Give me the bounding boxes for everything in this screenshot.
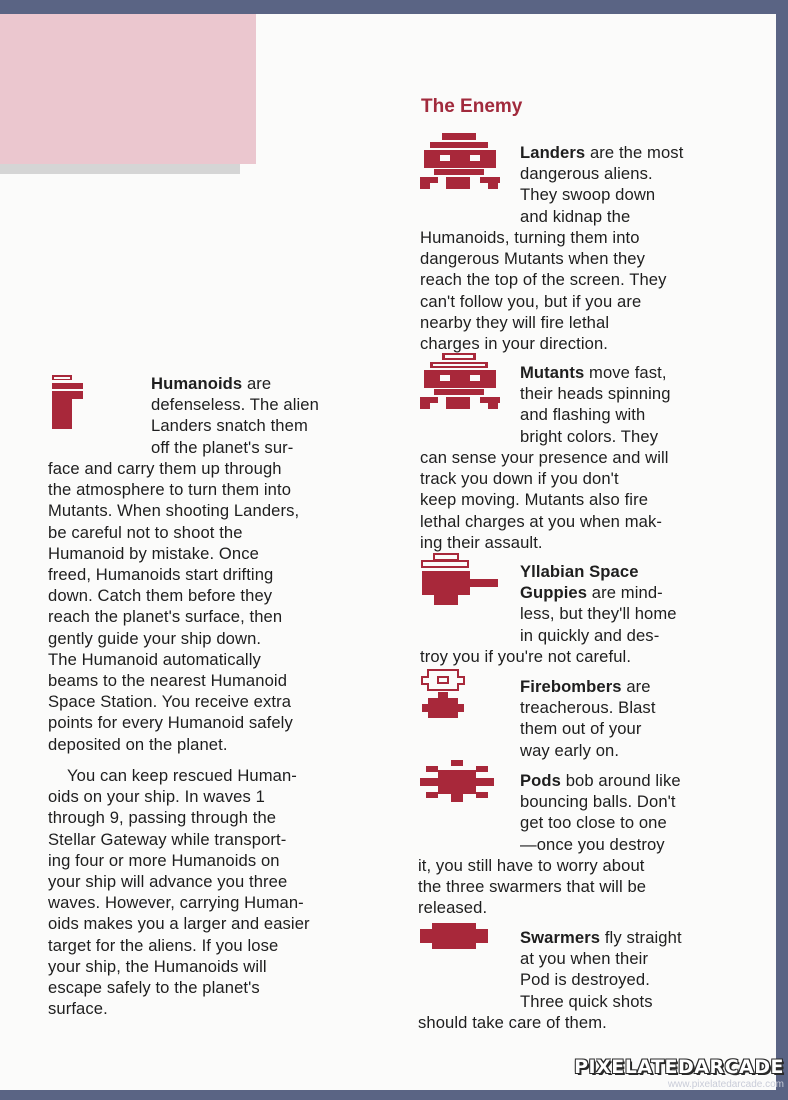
pods-body: it, you still have to worry about the three swarmers that will be released. [418, 856, 647, 918]
pods-intro: Pods bob around like bouncing balls. Don't get too close to one —once you destroy [520, 771, 681, 854]
swarmers-name: Swarmers [520, 928, 601, 947]
firebombers-name: Firebombers [520, 677, 622, 696]
humanoids-name: Humanoids [151, 374, 243, 393]
mutants-body: can sense your presence and will track you down if you don't keep moving. Mutants also fire lethal charges at you when mak- ing their assault. [420, 448, 669, 552]
pods-name: Pods [520, 771, 561, 790]
gray-decor-strip [0, 164, 240, 174]
firebomber-sprite-icon [420, 668, 466, 720]
humanoids-body: face and carry them up through the atmosphere to turn them into Mutants. When shooting Landers, be careful not to shoot the Humanoid by mistake. Once freed, Humanoids start drifting down. Catch them before they reach the planet's surface, then gently guide your ship down. The Humanoid automatically beams to the nearest Humanoid Space Station. You receive extra points for every Humanoid safely deposited on the planet. [48, 459, 300, 754]
swarmers-intro: Swarmers fly straight at you when their Pod is destroyed. Three quick shots [520, 928, 682, 1011]
landers-name: Landers [520, 143, 586, 162]
brand-name: PIXELATEDARCADE [574, 1056, 784, 1078]
humanoids-intro: Humanoids are defenseless. The alien Landers snatch them off the planet's sur- [151, 374, 319, 457]
mutants-intro: Mutants move fast, their heads spinning and flashing with bright colors. They [520, 363, 671, 446]
mutants-name: Mutants [520, 363, 585, 382]
humanoid-sprite-icon [52, 375, 83, 429]
swarmers-body: should take care of them. [418, 1013, 607, 1032]
pod-sprite-icon [420, 760, 494, 804]
guppies-name-line2: Guppies [520, 583, 588, 603]
firebombers-intro: Firebombers are treacherous. Blast them out of your way early on. [520, 677, 656, 760]
guppy-sprite-icon [420, 553, 498, 607]
guppies-intro: Yllabian Space Guppies are mind- less, but they'll home in quickly and des- [520, 562, 677, 645]
landers-body: Humanoids, turning them into dangerous Mutants when they reach the top of the screen. They can't follow you, but if you are nearby they will fire lethal charges in your direction. [420, 228, 667, 354]
landers-intro: Landers are the most dangerous aliens. They swoop down and kidnap the [520, 143, 684, 226]
manual-page [0, 14, 776, 1090]
brand-url: www.pixelatedarcade.com [667, 1079, 784, 1090]
lander-sprite-icon [420, 133, 500, 189]
humanoids-paragraph-2: You can keep rescued Human- oids on your ship. In waves 1 through 9, passing through the Stellar Gateway while transport- ing four or more Humanoids on your ship will advance you three waves. However, carrying Human- oids makes you a larger and easier target for the aliens. If you lose your ship, the Humanoids will escape safely to the planet's surface. [48, 766, 310, 1019]
guppies-body: troy you if you're not careful. [420, 647, 632, 666]
mutant-sprite-icon [420, 353, 500, 409]
pixelatedarcade-watermark [574, 1056, 784, 1090]
swarmer-sprite-icon [420, 923, 488, 951]
guppies-name-line1: Yllabian Space [520, 562, 639, 581]
enemy-heading: The Enemy [421, 96, 523, 117]
pink-decor-block [0, 14, 256, 164]
